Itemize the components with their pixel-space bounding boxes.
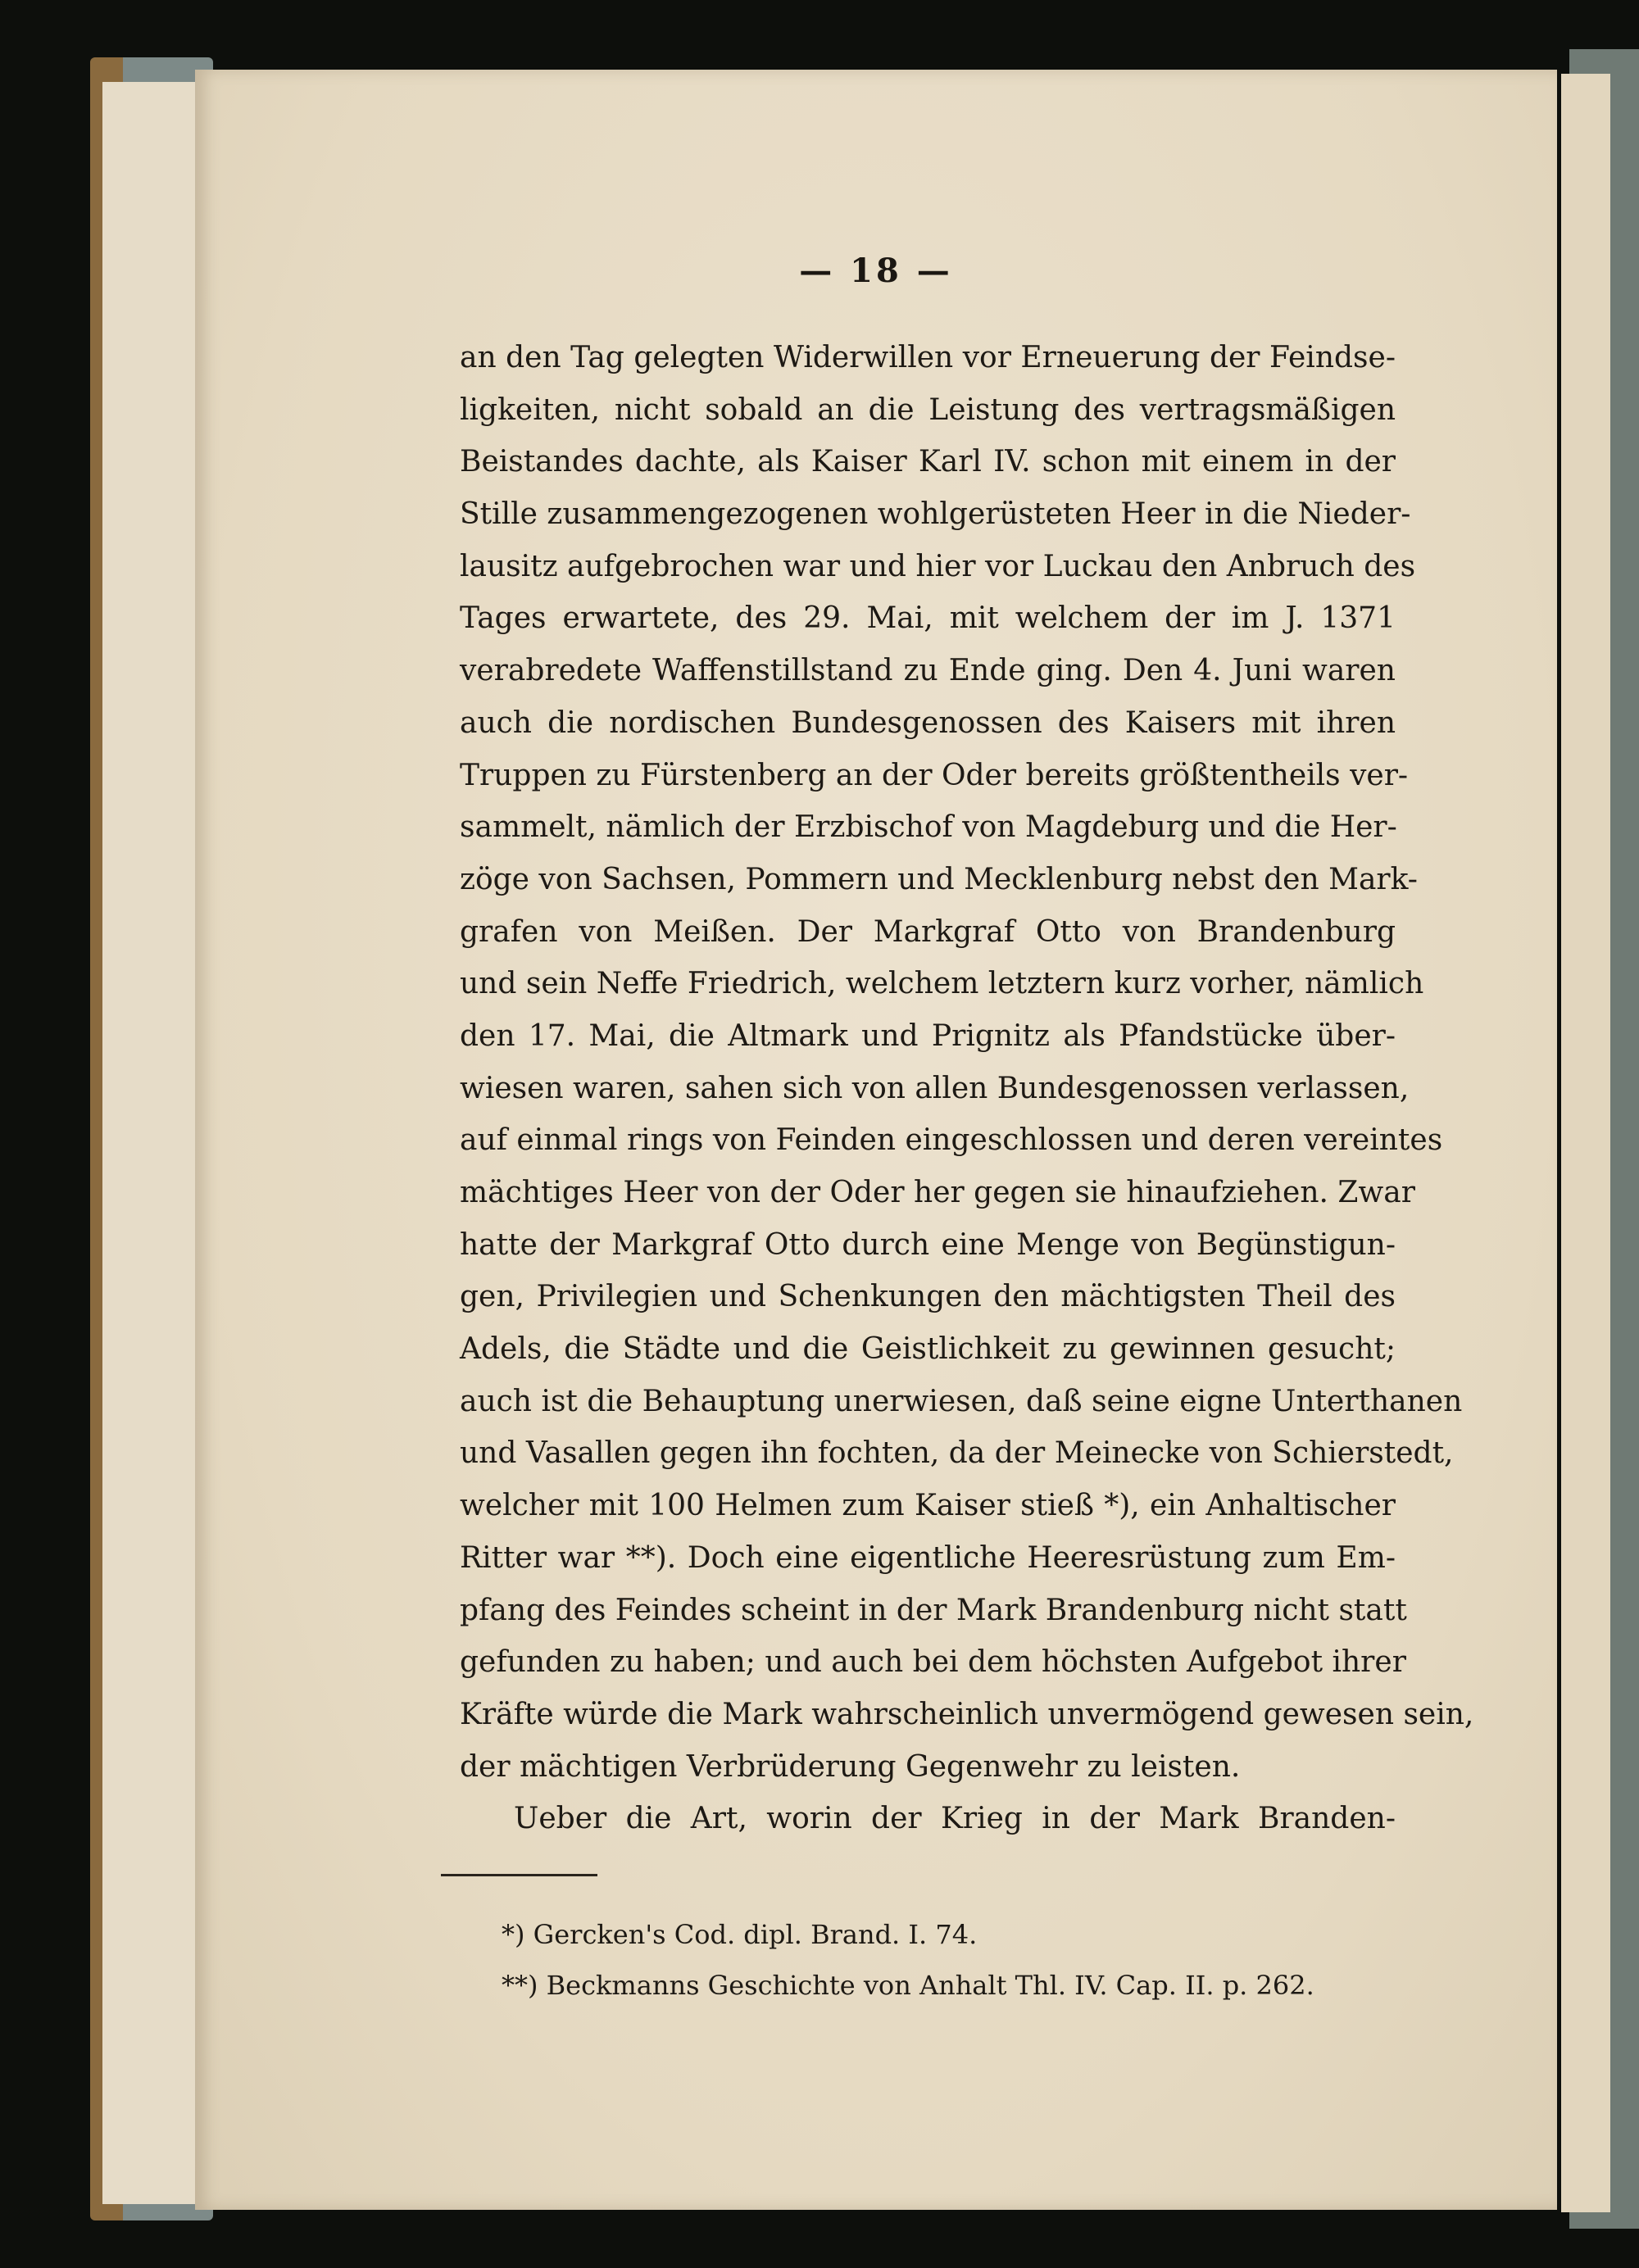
text-line: zöge von Sachsen, Pommern und Mecklenburg nebst den Mark- xyxy=(460,862,1418,896)
text-line: Adels, die Städte und die Geistlichkeit zu gewinnen gesucht; xyxy=(460,1332,1396,1367)
text-line: Kräfte würde die Mark wahrscheinlich unvermögend gewesen sein, xyxy=(460,1697,1474,1731)
body-text xyxy=(460,332,1474,1845)
book-page xyxy=(195,70,1557,2210)
page-number: — 18 — xyxy=(799,252,953,290)
text-line: hatte der Markgraf Otto durch eine Menge von Begünstigun- xyxy=(460,1227,1396,1262)
text-line: der mächtigen Verbrüderung Gegenwehr zu leisten. xyxy=(460,1749,1241,1784)
facing-page-edge xyxy=(1561,74,1610,2212)
text-line: grafen von Meißen. Der Markgraf Otto von Brandenburg xyxy=(460,914,1396,949)
text-line: lausitz aufgebrochen war und hier vor Luckau den Anbruch des xyxy=(460,549,1416,583)
text-line: Truppen zu Fürstenberg an der Oder bereits größtentheils ver- xyxy=(460,758,1409,792)
text-line: sammelt, nämlich der Erzbischof von Magdeburg und die Her- xyxy=(460,810,1397,845)
text-line: den 17. Mai, die Altmark und Prignitz als Pfandstücke über- xyxy=(460,1018,1396,1053)
text-line: wiesen waren, sahen sich von allen Bundesgenossen verlassen, xyxy=(460,1071,1410,1105)
text-line: mächtiges Heer von der Oder her gegen sie hinaufziehen. Zwar xyxy=(460,1176,1415,1209)
text-line: verabredete Waffenstillstand zu Ende ging. Den 4. Juni waren xyxy=(460,654,1396,688)
text-line: Ueber die Art, worin der Krieg in der Mark Branden- xyxy=(514,1802,1396,1836)
footnotes xyxy=(502,1909,1314,2011)
text-line: Ritter war **). Doch eine eigentliche Heeresrüstung zum Em- xyxy=(460,1540,1396,1575)
text-line: gen, Privilegien und Schenkungen den mächtigsten Theil des xyxy=(460,1280,1396,1314)
text-line: welcher mit 100 Helmen zum Kaiser stieß *), ein Anhaltischer xyxy=(460,1489,1396,1523)
footnote-1: *) Gercken's Cod. dipl. Brand. I. 74. xyxy=(502,1919,978,1950)
text-line: und sein Neffe Friedrich, welchem letztern kurz vorher, nämlich xyxy=(460,967,1424,1001)
text-line: Stille zusammengezogenen wohlgerüsteten Heer in die Nieder- xyxy=(460,497,1411,532)
text-line: Beistandes dachte, als Kaiser Karl IV. schon mit einem in der xyxy=(460,445,1396,479)
text-line: und Vasallen gegen ihn fochten, da der Meinecke von Schierstedt, xyxy=(460,1436,1454,1471)
text-line: pfang des Feindes scheint in der Mark Brandenburg nicht statt xyxy=(460,1593,1407,1627)
footnote-2: **) Beckmanns Geschichte von Anhalt Thl. IV. Cap. II. p. 262. xyxy=(502,1970,1314,2001)
text-line: auch die nordischen Bundesgenossen des Kaisers mit ihren xyxy=(460,705,1396,740)
text-line: Tages erwartete, des 29. Mai, mit welchem der im J. 1371 xyxy=(460,601,1396,636)
text-line: an den Tag gelegten Widerwillen vor Erneuerung der Feindse- xyxy=(460,341,1396,374)
text-line: gefunden zu haben; und auch bei dem höchsten Aufgebot ihrer xyxy=(460,1645,1406,1680)
text-line: auch ist die Behauptung unerwiesen, daß seine eigne Unterthanen xyxy=(460,1384,1463,1418)
text-line: ligkeiten, nicht sobald an die Leistung des vertragsmäßigen xyxy=(460,392,1396,427)
footnote-rule xyxy=(441,1874,597,1876)
text-line: auf einmal rings von Feinden eingeschlossen und deren vereintes xyxy=(460,1123,1443,1158)
